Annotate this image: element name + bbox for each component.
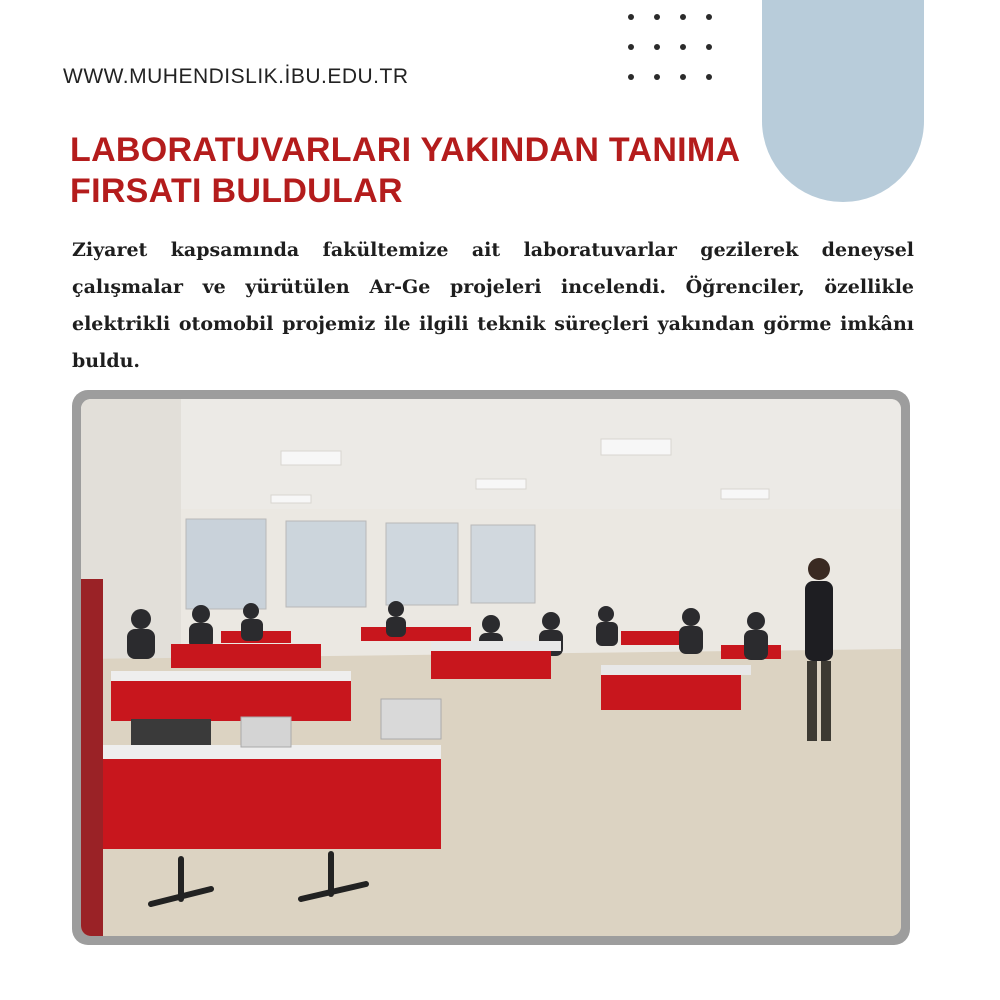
dot bbox=[654, 74, 660, 80]
dot bbox=[706, 14, 712, 20]
dot-grid-decoration bbox=[618, 2, 722, 92]
dot bbox=[706, 74, 712, 80]
photo-frame bbox=[72, 390, 910, 945]
dot bbox=[654, 14, 660, 20]
page-title: LABORATUVARLARI YAKINDAN TANIMA FIRSATI BULDULAR bbox=[70, 131, 740, 210]
dot bbox=[628, 14, 634, 20]
laboratory-photo bbox=[81, 399, 901, 936]
article-body: Ziyaret kapsamında fakültemize ait laboratuvarlar gezilerek deneysel çalışmalar ve yürütülen Ar-Ge projeleri incelendi. Öğrenciler, özellikle elektrikli otomobil projemiz ile ilgili teknik süreçleri yakından görme imkânı buldu. bbox=[72, 239, 914, 372]
laboratory-illustration bbox=[81, 399, 901, 936]
ceiling bbox=[81, 399, 901, 519]
windows bbox=[186, 519, 535, 609]
dot bbox=[706, 44, 712, 50]
site-url: WWW.MUHENDISLIK.İBU.EDU.TR bbox=[63, 65, 409, 88]
dot bbox=[628, 44, 634, 50]
dot bbox=[680, 44, 686, 50]
dot bbox=[654, 44, 660, 50]
dot bbox=[680, 74, 686, 80]
left-cabinet bbox=[81, 579, 103, 936]
dot bbox=[680, 14, 686, 20]
dot bbox=[628, 74, 634, 80]
